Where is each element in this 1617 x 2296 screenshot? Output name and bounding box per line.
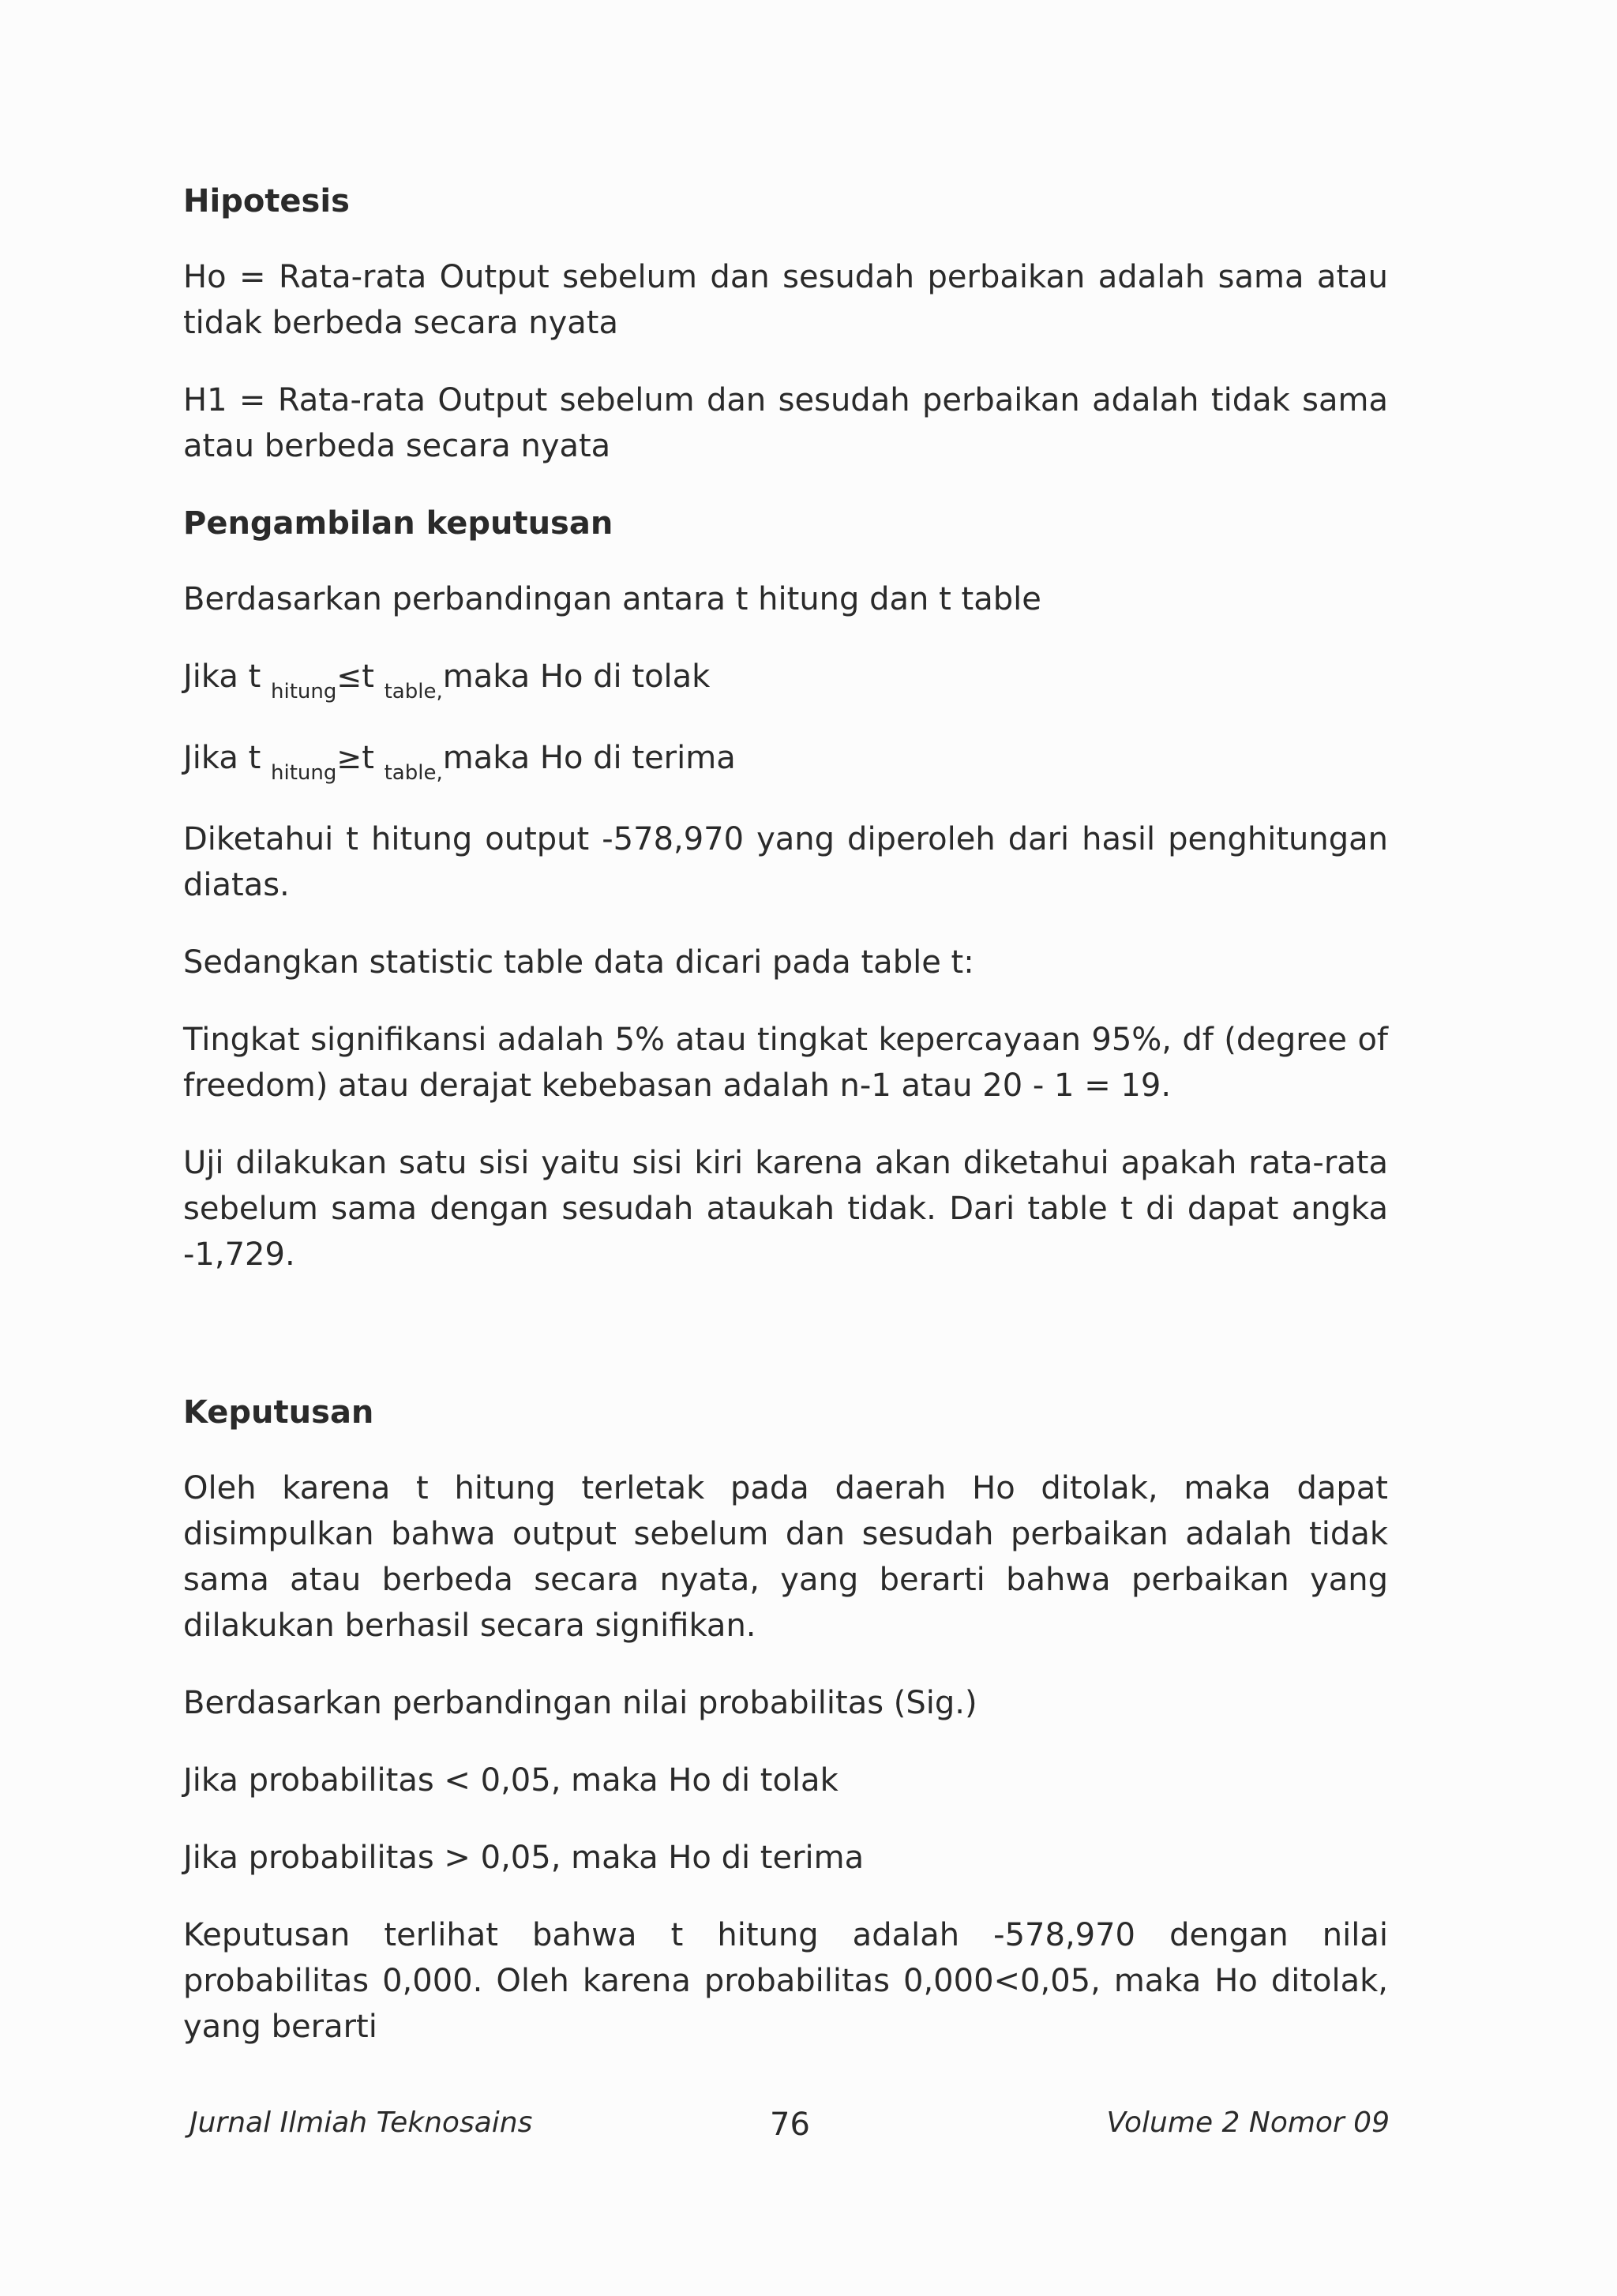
paragraph-final-decision: Keputusan terlihat bahwa t hitung adalah -578,970 dengan nilai probabilitas 0,000. Oleh karena probabilitas 0,000<0,05, maka Ho ditolak, yang berarti (183, 1917, 1388, 2045)
rule1-t: t (362, 658, 374, 695)
hypothesis-h1: H1 = Rata-rata Output sebelum dan sesudah perbaikan adalah tidak sama atau berbeda secara nyata (183, 382, 1388, 464)
rule2-suffix: maka Ho di terima (442, 740, 736, 776)
paragraph-probability-intro: Berdasarkan perbandingan nilai probabilitas (Sig.) (183, 1685, 977, 1721)
page-content (183, 178, 1388, 2081)
rule1-sub-table: table, (384, 680, 443, 703)
paragraph-statistic-table: Sedangkan statistic table data dicari pada table t: (183, 944, 974, 981)
decision-intro: Berdasarkan perbandingan antara t hitung dan t table (183, 581, 1041, 617)
section-spacer (183, 1309, 1388, 1390)
footer-journal-name: Jurnal Ilmiah Teknosains (189, 2107, 533, 2139)
paragraph-conclusion: Oleh karena t hitung terletak pada daerah Ho ditolak, maka dapat disimpulkan bahwa output sebelum dan sesudah perbaikan adalah tidak sama atau berbeda secara nyata, yang berarti bahwa perbaikan yang dilakukan berhasil secara signifikan. (183, 1470, 1388, 1644)
decision-rule-1 (183, 654, 1388, 703)
hypothesis-h0: Ho = Rata-rata Output sebelum dan sesudah perbaikan adalah sama atau tidak berbeda secara nyata (183, 259, 1388, 341)
probability-rule-1: Jika probabilitas < 0,05, maka Ho di tolak (183, 1762, 839, 1799)
rule2-prefix: Jika t (183, 740, 261, 776)
paragraph-t-hitung: Diketahui t hitung output -578,970 yang diperoleh dari hasil penghitungan diatas. (183, 821, 1388, 903)
rule1-sub-hitung: hitung (271, 680, 337, 703)
rule1-suffix: maka Ho di tolak (442, 658, 711, 695)
rule1-relation: ≤ (336, 659, 362, 694)
decision-rule-2 (183, 735, 1388, 785)
page-footer (189, 2107, 1390, 2154)
footer-page-number: 76 (770, 2107, 810, 2143)
heading-hipotesis: Hipotesis (183, 183, 350, 219)
rule2-t: t (362, 740, 374, 776)
paragraph-significance: Tingkat signifikansi adalah 5% atau tingkat kepercayaan 95%, df (degree of freedom) atau derajat kebebasan adalah n-1 atau 20 - 1 = 19. (183, 1022, 1388, 1104)
paragraph-one-sided-test: Uji dilakukan satu sisi yaitu sisi kiri karena akan diketahui apakah rata-rata sebelum sama dengan sesudah ataukah tidak. Dari table t di dapat angka -1,729. (183, 1145, 1388, 1273)
heading-pengambilan-keputusan: Pengambilan keputusan (183, 505, 613, 542)
heading-keputusan: Keputusan (183, 1394, 374, 1431)
rule2-sub-table: table, (384, 761, 443, 785)
rule1-prefix: Jika t (183, 658, 261, 695)
footer-volume: Volume 2 Nomor 09 (1106, 2107, 1390, 2139)
rule2-relation: ≥ (336, 741, 362, 775)
probability-rule-2: Jika probabilitas > 0,05, maka Ho di terima (183, 1840, 865, 1876)
rule2-sub-hitung: hitung (271, 761, 337, 785)
